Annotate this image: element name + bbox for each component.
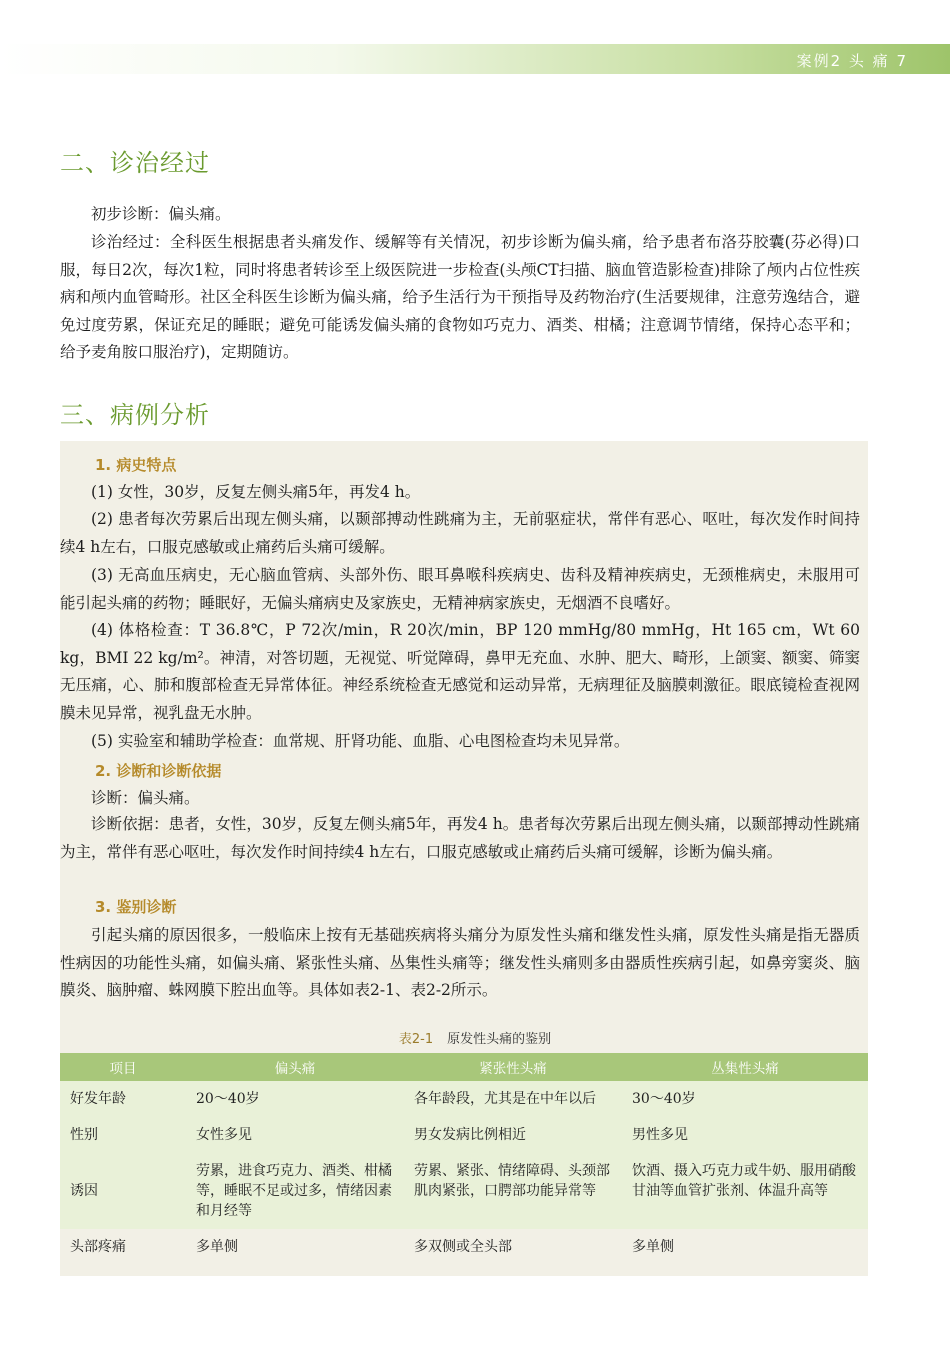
table-caption (0, 1028, 950, 1047)
table-header-row (60, 1053, 868, 1081)
header-tension-headache: 紧张性头痛 (404, 1053, 622, 1081)
history-item-1: (1) 女性，30岁，反复左侧头痛5年，再发4 h。 (91, 483, 421, 501)
diagnosis-basis: 诊断依据：患者，女性，30岁，反复左侧头痛5年，再发4 h。患者每次劳累后出现左侧头痛，以颞部搏动性跳痛为主，常伴有恶心呕吐，每次发作时间持续4 h左右，口服克感敏或止痛药后头痛可缓解，诊断为偏头痛。 (60, 815, 860, 861)
differential-paragraph: 引起头痛的原因很多，一般临床上按有无基础疾病将头痛分为原发性头痛和继发性头痛，原发性头痛是指无器质性病因的功能性头痛，如偏头痛、紧张性头痛、丛集性头痛等；继发性头痛则多由器质性疾病引起，如鼻旁窦炎、脑膜炎、脑肿瘤、蛛网膜下腔出血等。具体如表2-1、表2-2所示。 (60, 926, 860, 999)
table-cell: 20～40岁 (186, 1081, 404, 1117)
table-cell: 男女发病比例相近 (404, 1117, 622, 1153)
table-row-onset-age (60, 1081, 868, 1117)
table-cell: 各年龄段，尤其是在中年以后 (404, 1081, 622, 1117)
table-caption-number: 表2-1 (398, 1032, 434, 1047)
diagnosis-process-paragraph: 诊治经过：全科医生根据患者头痛发作、缓解等有关情况，初步诊断为偏头痛，给予患者布洛芬胶囊(芬必得)口服，每日2次，每次1粒，同时将患者转诊至上级医院进一步检查(头颅CT扫描、脑血管造影检查)排除了颅内占位性疾病和颅内血管畸形。社区全科医生诊断为偏头痛，给予生活行为干预指导及药物治疗(生活要规律，注意劳逸结合，避免过度劳累，保证充足的睡眠；避免可能诱发偏头痛的食物如巧克力、酒类、柑橘；注意调节情绪，保持心态平和；给予麦角胺口服治疗)，定期随访。 (60, 233, 860, 361)
history-heading: 1. 病史特点 (95, 456, 177, 474)
table-row-sex (60, 1117, 868, 1153)
table-cell: 劳累，进食巧克力、酒类、柑橘等，睡眠不足或过多，情绪因素和月经等 (186, 1153, 404, 1229)
history-item-3: (3) 无高血压病史，无心脑血管病、头部外伤、眼耳鼻喉科疾病史、齿科及精神疾病史，无颈椎病史，未服用可能引起头痛的药物；睡眠好，无偏头痛病史及家族史，无精神病家族史，无烟酒不良嗜好。 (60, 566, 860, 612)
history-item-2: (2) 患者每次劳累后出现左侧头痛，以颞部搏动性跳痛为主，无前驱症状，常伴有恶心、呕吐，每次发作时间持续4 h左右，口服克感敏或止痛药后头痛可缓解。 (60, 510, 860, 556)
table-cell: 多单侧 (186, 1229, 404, 1265)
initial-diagnosis: 初步诊断：偏头痛。 (91, 205, 231, 223)
table-cell: 30～40岁 (622, 1081, 868, 1117)
table-cell: 多单侧 (622, 1229, 868, 1265)
table-row-pain-location (60, 1229, 868, 1265)
section-heading-case-analysis: 三、病例分析 (60, 401, 210, 429)
diagnosis-heading: 2. 诊断和诊断依据 (95, 762, 222, 780)
header-migraine: 偏头痛 (186, 1053, 404, 1081)
differential-heading: 3. 鉴别诊断 (95, 898, 177, 916)
section-heading-diagnosis-process: 二、诊治经过 (60, 149, 210, 177)
header-cluster-headache: 丛集性头痛 (622, 1053, 868, 1081)
table-cell: 饮酒、摄入巧克力或牛奶、服用硝酸甘油等血管扩张剂、体温升高等 (622, 1153, 868, 1229)
history-item-5: (5) 实验室和辅助学检查：血常规、肝肾功能、血脂、心电图检查均未见异常。 (91, 732, 630, 750)
table-cell: 男性多见 (622, 1117, 868, 1153)
table-cell: 女性多见 (186, 1117, 404, 1153)
table-cell: 多双侧或全头部 (404, 1229, 622, 1265)
running-header-title: 案例2 头 痛 7 (796, 52, 908, 70)
header-item: 项目 (60, 1053, 186, 1081)
table-cell: 劳累、紧张、情绪障碍、头颈部肌肉紧张，口腭部功能异常等 (404, 1153, 622, 1229)
table-cell: 头部疼痛 (60, 1229, 186, 1265)
table-row-triggers (60, 1153, 868, 1229)
history-item-4: (4) 体格检查：T 36.8℃，P 72次/min，R 20次/min，BP 120 mmHg/80 mmHg，Ht 165 cm，Wt 60 kg，BMI 22 kg/m²。神清，对答切题，无视觉、听觉障碍，鼻甲无充血、水肿、肥大、畸形，上颌窦、额窦、筛窦无压痛，心、肺和腹部检查无异常体征。神经系统检查无感觉和运动异常，无病理征及脑膜刺激征。眼底镜检查视网膜未见异常，视乳盘无水肿。 (60, 621, 860, 722)
table-cell: 性别 (60, 1117, 186, 1153)
table-caption-title: 原发性头痛的鉴别 (447, 1032, 552, 1047)
table-cell: 好发年龄 (60, 1081, 186, 1117)
headache-differential-table (60, 1053, 868, 1265)
diagnosis-statement: 诊断：偏头痛。 (91, 789, 200, 807)
table-cell: 诱因 (60, 1153, 186, 1229)
